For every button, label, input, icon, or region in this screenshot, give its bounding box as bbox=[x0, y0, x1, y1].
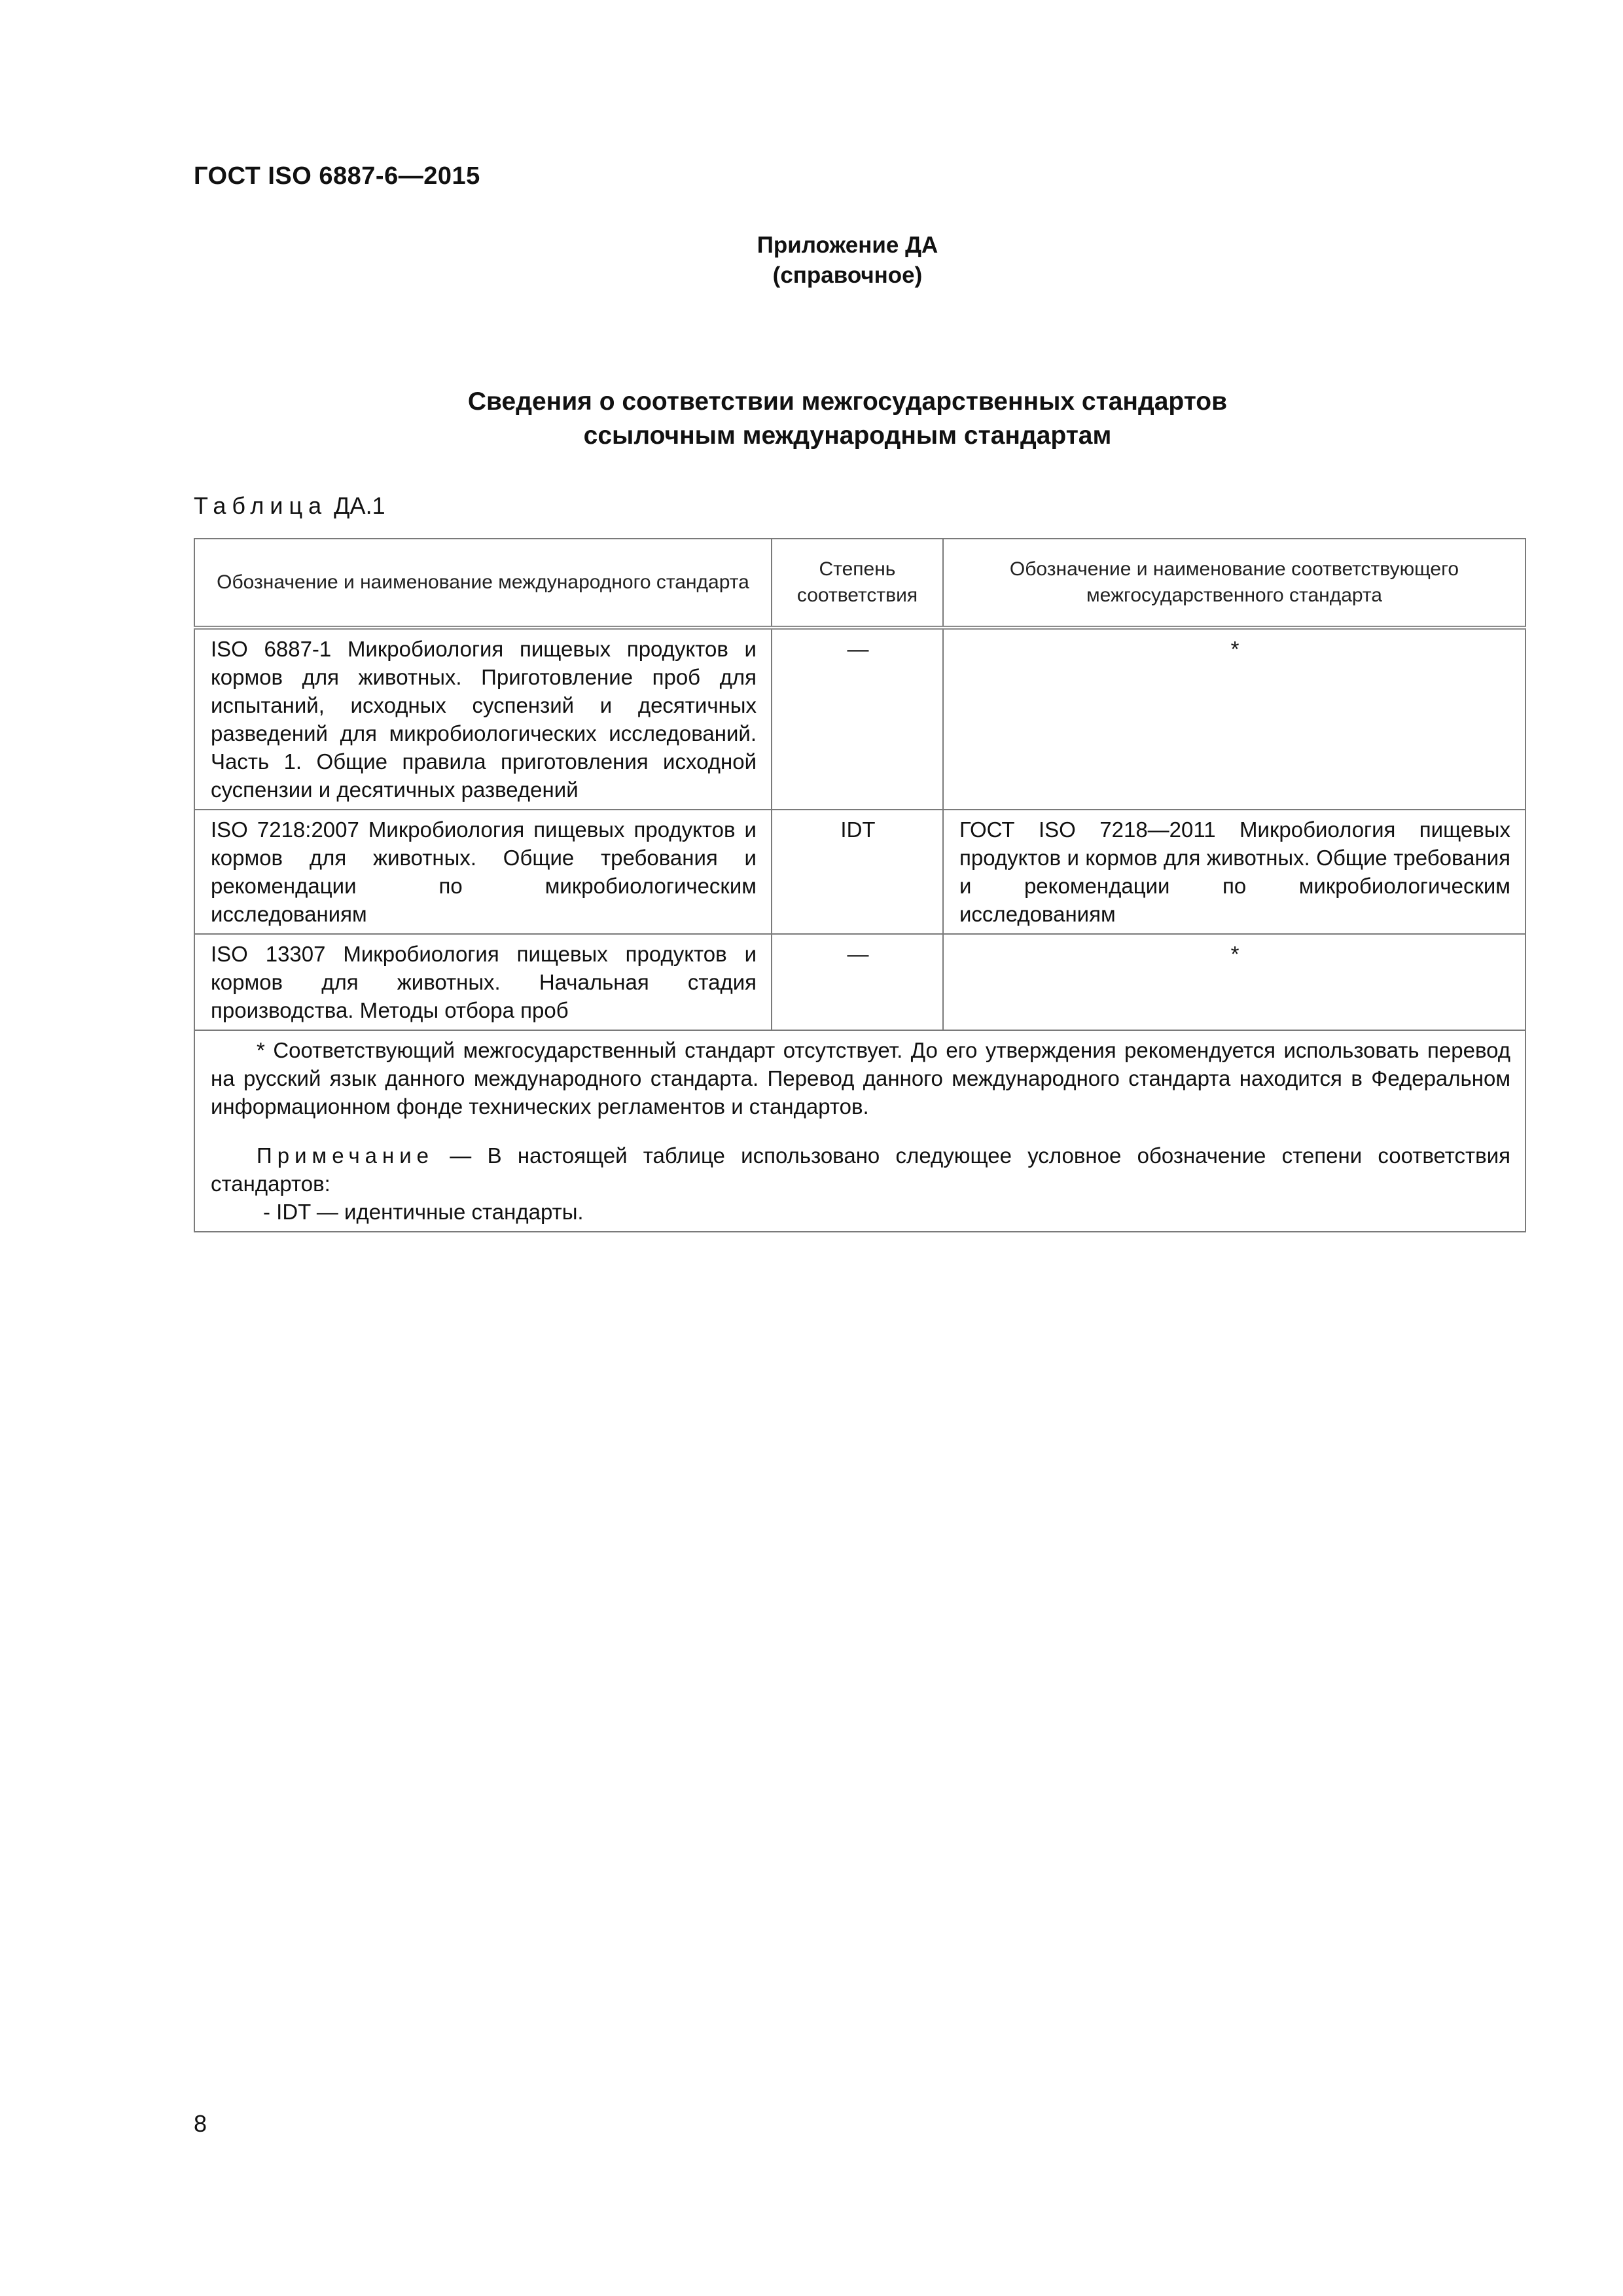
degree-cell: IDT bbox=[772, 810, 943, 934]
table-footnote: * Соответствующий межгосударственный стандарт отсутствует. До его утверждения рекомендуется использовать перевод на русский язык данного международного стандарта. Перевод данного международного стандарта находится в Федеральном информационном фонде технических регламентов и стандартов. bbox=[211, 1038, 1510, 1119]
header-international-standard: Обозначение и наименование международного стандарта bbox=[194, 539, 772, 628]
section-title bbox=[0, 385, 1623, 453]
interstate-standard-cell: * bbox=[943, 628, 1525, 810]
interstate-standard-cell: ГОСТ ISO 7218—2011 Микробиология пищевых продуктов и кормов для животных. Общие требования и рекомендации по микробиологическим исследованиям bbox=[943, 810, 1525, 934]
annex-heading bbox=[0, 230, 1623, 291]
note-list-item: - IDT — идентичные стандарты. bbox=[263, 1200, 584, 1224]
table-header-row bbox=[194, 539, 1525, 628]
table-notes-row bbox=[194, 1030, 1525, 1232]
table-row bbox=[194, 810, 1525, 934]
note-text: — В настоящей таблице использовано следующее условное обозначение степени соответствия стандартов: bbox=[211, 1143, 1510, 1196]
table-row bbox=[194, 628, 1525, 810]
table-caption-number: ДА.1 bbox=[334, 492, 385, 519]
degree-cell: — bbox=[772, 628, 943, 810]
page-number: 8 bbox=[194, 2110, 207, 2137]
header-degree-of-correspondence: Степень соответствия bbox=[772, 539, 943, 628]
table-row bbox=[194, 934, 1525, 1030]
table-caption bbox=[194, 492, 385, 520]
international-standard-cell: ISO 13307 Микробиология пищевых продуктов и кормов для животных. Начальная стадия производства. Методы отбора проб bbox=[194, 934, 772, 1030]
table-notes-cell bbox=[194, 1030, 1525, 1232]
header-interstate-standard: Обозначение и наименование соответствующего межгосударственного стандарта bbox=[943, 539, 1525, 628]
standards-correspondence-table bbox=[194, 538, 1526, 1232]
degree-cell: — bbox=[772, 934, 943, 1030]
table-caption-word: Таблица bbox=[194, 492, 328, 519]
interstate-standard-cell: * bbox=[943, 934, 1525, 1030]
annex-title: Приложение ДА bbox=[757, 232, 938, 258]
section-title-line-1: Сведения о соответствии межгосударственных стандартов bbox=[467, 387, 1228, 416]
table-note bbox=[211, 1141, 1510, 1198]
annex-subtitle: (справочное) bbox=[772, 262, 923, 288]
international-standard-cell: ISO 6887-1 Микробиология пищевых продуктов и кормов для животных. Приготовление проб для испытаний, исходных суспензий и десятичных разведений для микробиологических исследований. Часть 1. Общие правила приготовления исходной суспензии и десятичных разведений bbox=[194, 628, 772, 810]
international-standard-cell: ISO 7218:2007 Микробиология пищевых продуктов и кормов для животных. Общие требования и рекомендации по микробиологическим исследованиям bbox=[194, 810, 772, 934]
section-title-line-2: ссылочным международным стандартам bbox=[583, 422, 1112, 450]
note-label: Примечание bbox=[257, 1143, 435, 1168]
document-code: ГОСТ ISO 6887-6—2015 bbox=[194, 162, 480, 190]
